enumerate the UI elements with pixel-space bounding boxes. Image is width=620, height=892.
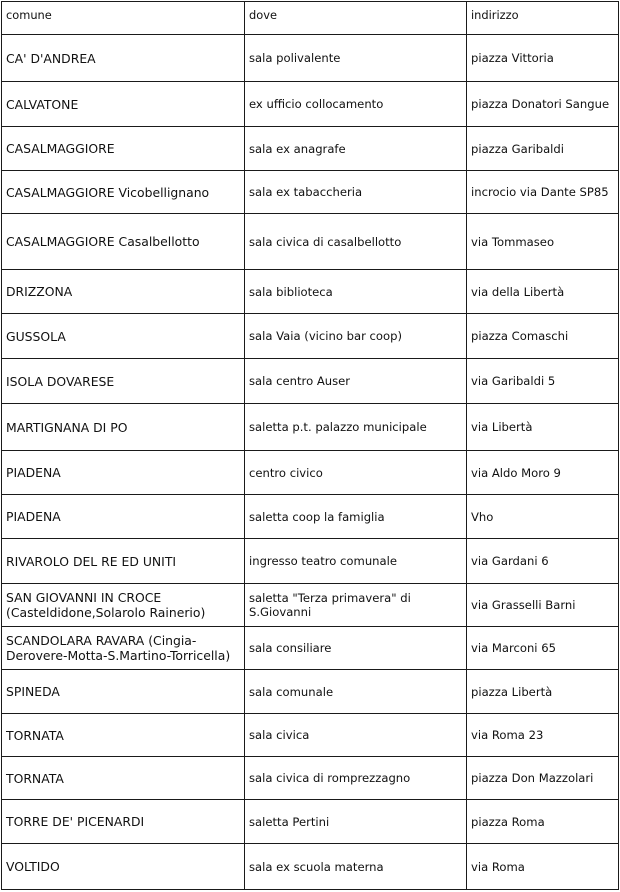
cell-comune: SCANDOLARA RAVARA (Cingia- Derovere-Motta-S.Martino-Torricella) — [2, 627, 245, 670]
table-row — [2, 314, 619, 359]
cell-dove: sala consiliare — [245, 627, 467, 670]
cell-dove: sala Vaia (vicino bar coop) — [245, 314, 467, 359]
cell-comune: VOLTIDO — [2, 844, 245, 890]
header-indirizzo: indirizzo — [467, 2, 619, 35]
cell-comune: GUSSOLA — [2, 314, 245, 359]
cell-indirizzo: piazza Don Mazzolari — [467, 757, 619, 800]
cell-comune: CALVATONE — [2, 82, 245, 127]
cell-comune: SAN GIOVANNI IN CROCE (Casteldidone,Solarolo Rainerio) — [2, 584, 245, 627]
cell-comune: CA' D'ANDREA — [2, 35, 245, 82]
table-row — [2, 714, 619, 757]
cell-indirizzo: piazza Comaschi — [467, 314, 619, 359]
cell-comune: ISOLA DOVARESE — [2, 359, 245, 404]
cell-indirizzo: via Aldo Moro 9 — [467, 451, 619, 495]
cell-indirizzo: via Roma 23 — [467, 714, 619, 757]
cell-dove: sala civica di romprezzagno — [245, 757, 467, 800]
table-row — [2, 844, 619, 890]
cell-indirizzo: piazza Vittoria — [467, 35, 619, 82]
cell-dove: ex ufficio collocamento — [245, 82, 467, 127]
cell-comune: TORNATA — [2, 714, 245, 757]
header-dove: dove — [245, 2, 467, 35]
cell-comune: SPINEDA — [2, 670, 245, 714]
cell-indirizzo: via Tommaseo — [467, 214, 619, 270]
table-row — [2, 214, 619, 270]
table-row — [2, 82, 619, 127]
table-row — [2, 451, 619, 495]
cell-comune: RIVAROLO DEL RE ED UNITI — [2, 539, 245, 584]
table-row — [2, 800, 619, 844]
header-row — [2, 2, 619, 35]
cell-indirizzo: via Roma — [467, 844, 619, 890]
cell-indirizzo: via della Libertà — [467, 270, 619, 314]
table-row — [2, 35, 619, 82]
table-row — [2, 584, 619, 627]
cell-indirizzo: Vho — [467, 495, 619, 539]
cell-comune: DRIZZONA — [2, 270, 245, 314]
table-row — [2, 270, 619, 314]
cell-dove: sala ex scuola materna — [245, 844, 467, 890]
cell-dove: saletta p.t. palazzo municipale — [245, 404, 467, 451]
cell-indirizzo: via Garibaldi 5 — [467, 359, 619, 404]
table-row — [2, 171, 619, 214]
cell-dove: sala centro Auser — [245, 359, 467, 404]
cell-dove: sala ex tabaccheria — [245, 171, 467, 214]
cell-dove: sala civica — [245, 714, 467, 757]
cell-dove: sala polivalente — [245, 35, 467, 82]
table-row — [2, 627, 619, 670]
cell-dove: centro civico — [245, 451, 467, 495]
cell-indirizzo: via Grasselli Barni — [467, 584, 619, 627]
cell-indirizzo: piazza Donatori Sangue — [467, 82, 619, 127]
cell-dove: saletta "Terza primavera" di S.Giovanni — [245, 584, 467, 627]
table-body — [2, 2, 619, 890]
table-row — [2, 127, 619, 171]
cell-indirizzo: incrocio via Dante SP85 — [467, 171, 619, 214]
table-row — [2, 757, 619, 800]
cell-comune: CASALMAGGIORE Vicobellignano — [2, 171, 245, 214]
cell-comune: PIADENA — [2, 495, 245, 539]
cell-indirizzo: piazza Roma — [467, 800, 619, 844]
table-row — [2, 359, 619, 404]
header-comune: comune — [2, 2, 245, 35]
cell-dove: ingresso teatro comunale — [245, 539, 467, 584]
cell-dove: sala biblioteca — [245, 270, 467, 314]
table-row — [2, 495, 619, 539]
cell-indirizzo: via Gardani 6 — [467, 539, 619, 584]
cell-dove: sala civica di casalbellotto — [245, 214, 467, 270]
cell-indirizzo: via Libertà — [467, 404, 619, 451]
locations-table — [1, 1, 619, 890]
cell-comune: CASALMAGGIORE Casalbellotto — [2, 214, 245, 270]
cell-comune: CASALMAGGIORE — [2, 127, 245, 171]
table-row — [2, 404, 619, 451]
cell-dove: saletta coop la famiglia — [245, 495, 467, 539]
cell-dove: sala comunale — [245, 670, 467, 714]
cell-indirizzo: piazza Libertà — [467, 670, 619, 714]
cell-dove: sala ex anagrafe — [245, 127, 467, 171]
cell-comune: TORNATA — [2, 757, 245, 800]
cell-indirizzo: via Marconi 65 — [467, 627, 619, 670]
cell-comune: TORRE DE' PICENARDI — [2, 800, 245, 844]
cell-comune: PIADENA — [2, 451, 245, 495]
cell-dove: saletta Pertini — [245, 800, 467, 844]
cell-comune: MARTIGNANA DI PO — [2, 404, 245, 451]
cell-indirizzo: piazza Garibaldi — [467, 127, 619, 171]
table-row — [2, 539, 619, 584]
table-row — [2, 670, 619, 714]
